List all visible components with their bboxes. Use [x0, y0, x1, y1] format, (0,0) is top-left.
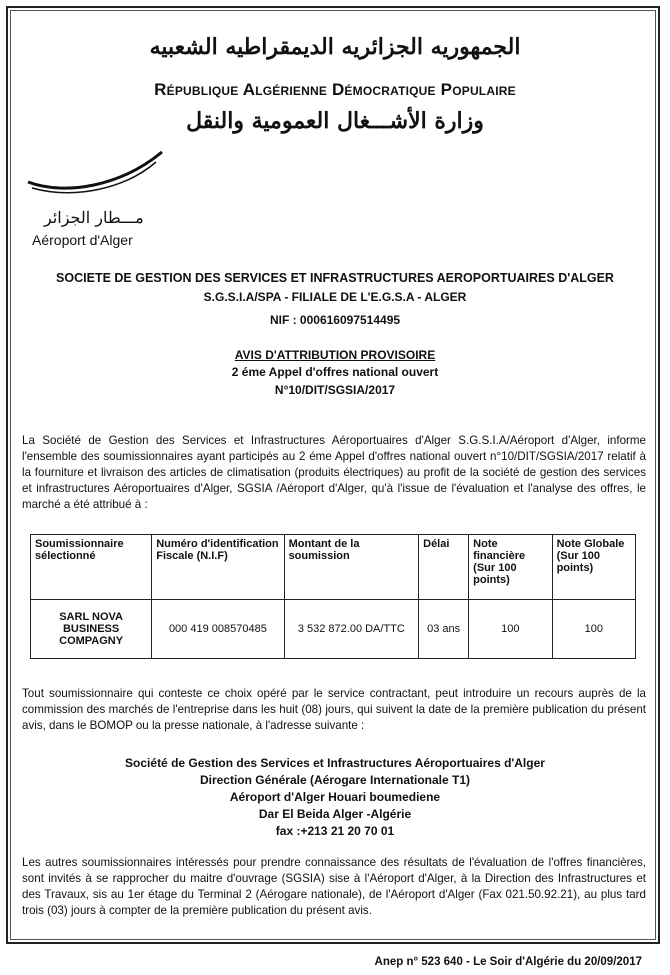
- table-header-cell: Soumissionnaire sélectionné: [31, 535, 152, 600]
- company-name: SOCIETE DE GESTION DES SERVICES ET INFRASTRUCTURES AEROPORTUAIRES D'ALGER: [56, 271, 614, 285]
- notice-title: AVIS D'ATTRIBUTION PROVISOIRE: [234, 348, 436, 362]
- arabic-ministry-title: وزارة الأشـــغال العمومية والنقل: [186, 108, 484, 134]
- company-nif: NIF : 000616097514495: [269, 313, 401, 327]
- arabic-republic-title: الجمهوريه الجزائريه الديمقراطيه الشعبيه: [149, 34, 521, 60]
- table-cell: SARL NOVA BUSINESS COMPAGNY: [31, 600, 152, 659]
- table-header-cell: Numéro d'identification Fiscale (N.I.F): [152, 535, 284, 600]
- intro-paragraph: La Société de Gestion des Services et Infrastructures Aéroportuaires d'Alger S.G.S.I.A/Aéroport d'Alger, informe l'ensemble des soumissionnaires ayant participés au 2 éme Appel d'offres national ouvert n°10/DIT/SGSIA/2017 relatif à la fourniture et livraison des articles de climatisation (produits électriques) au profit de la société de gestion des services et infrastructures Aéroportuaires d'Alger, SGSIA /Aéroport d'Alger, qu'à l'issue de l'évaluation et l'analyse des offres, le marché a été attribué à :: [22, 434, 646, 511]
- attribution-table: [30, 534, 636, 659]
- table-cell: 100: [469, 600, 552, 659]
- address-line: Dar El Beida Alger -Algérie: [258, 807, 412, 821]
- others-paragraph: Les autres soumissionnaires intéressés pour prendre connaissance des résultats de l'évaluation de l'offres financières, sont invités à se rapprocher du maitre d'ouvrage (SGSIA) sise à l'Aéroport d'Alger, à la Direction des Infrastructures et des Travaux, sis au 1er étage du Terminal 2 (Aérogare nationale), de l'Aéroport d'Alger (Fax 021.50.92.21), au plus tard trois (03) jours à compter de la première publication du présent avis.: [22, 856, 646, 917]
- french-republic-title: République Algérienne Démocratique Populaire: [154, 80, 516, 99]
- table-cell: 100: [552, 600, 635, 659]
- address-line: Direction Générale (Aérogare Internationale T1): [199, 773, 471, 787]
- table-header-cell: Note Globale (Sur 100 points): [552, 535, 635, 600]
- table-header-cell: Montant de la soumission: [284, 535, 419, 600]
- airport-swoosh-icon: [26, 148, 166, 198]
- table-header-row: [31, 535, 636, 600]
- table-cell: 000 419 008570485: [152, 600, 284, 659]
- address-line: Société de Gestion des Services et Infrastructures Aéroportuaires d'Alger: [125, 756, 545, 770]
- logo-french-name: Aéroport d'Alger: [32, 232, 133, 248]
- table-header-cell: Délai: [419, 535, 469, 600]
- notice-reference: N°10/DIT/SGSIA/2017: [274, 383, 396, 397]
- table-cell: 3 532 872.00 DA/TTC: [284, 600, 419, 659]
- logo-arabic-name: مـــطار الجزائر: [44, 208, 144, 227]
- table-header-cell: Note financière (Sur 100 points): [469, 535, 552, 600]
- recours-paragraph: Tout soumissionnaire qui conteste ce choix opéré par le service contractant, peut introduire un recours auprès de la commission des marchés de l'entreprise dans les huit (08) jours, qui suivent la date de la première publication du présent avis, dans le BOMOP ou la presse nationale, à l'adresse suivante :: [22, 687, 646, 732]
- table-cell: 03 ans: [419, 600, 469, 659]
- notice-subtitle: 2 éme Appel d'offres national ouvert: [231, 365, 439, 379]
- address-line: Aéroport d'Alger Houari boumediene: [229, 790, 441, 804]
- table-row: [31, 600, 636, 659]
- address-line: fax :+213 21 20 70 01: [275, 824, 395, 838]
- address-block: [20, 755, 650, 840]
- publication-footer: Anep n° 523 640 - Le Soir d'Algérie du 20/09/2017: [374, 956, 642, 968]
- company-subsidiary: S.G.S.I.A/SPA - FILIALE DE L'E.G.S.A - ALGER: [203, 290, 467, 304]
